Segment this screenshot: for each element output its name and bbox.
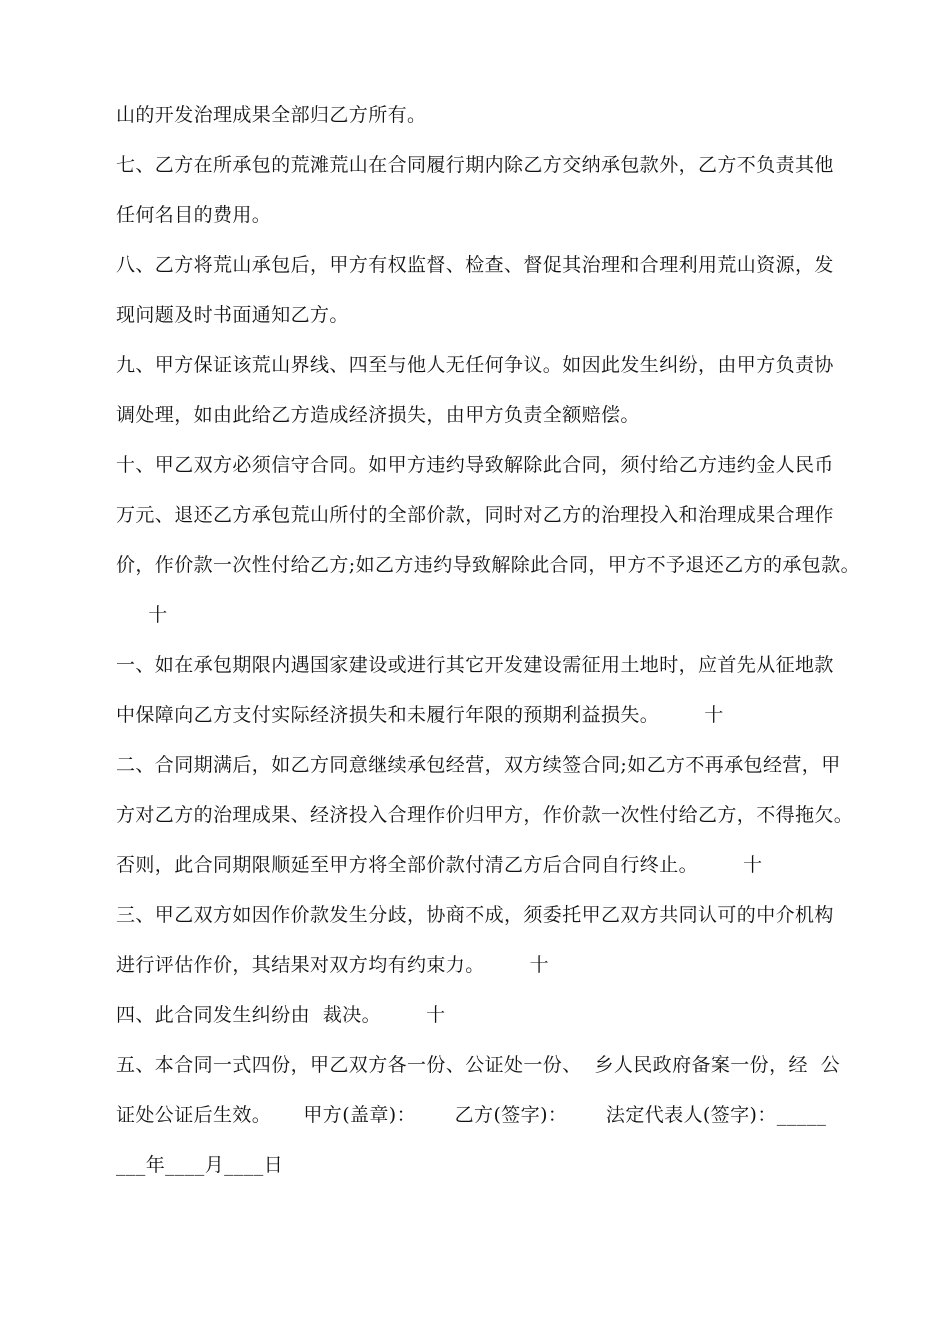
text-line: 十: [116, 604, 168, 626]
text-line: 一、如在承包期限内遇国家建设或进行其它开发建设需征用土地时，应首先从征地款: [116, 654, 834, 676]
text-line: ___年____月____日: [116, 1154, 284, 1176]
text-line: 九、甲方保证该荒山界线、四至与他人无任何争议。如因此发生纠纷，由甲方负责协: [116, 354, 834, 376]
text-line: 任何名目的费用。: [116, 204, 272, 226]
text-line: 中保障向乙方支付实际经济损失和未履行年限的预期利益损失。 十: [116, 704, 724, 726]
text-line: 证处公证后生效。 甲方(盖章)： 乙方(签字)： 法定代表人(签字)：_____: [116, 1104, 827, 1126]
text-line: 山的开发治理成果全部归乙方所有。: [116, 104, 427, 126]
text-line: 五、本合同一式四份，甲乙双方各一份、公证处一份、 乡人民政府备案一份，经 公: [116, 1054, 841, 1076]
text-line: 否则，此合同期限顺延至甲方将全部价款付清乙方后合同自行终止。 十: [116, 854, 763, 876]
text-line: 四、此合同发生纠纷由 裁决。 十: [116, 1004, 446, 1026]
text-line: 万元、退还乙方承包荒山所付的全部价款，同时对乙方的治理投入和治理成果合理作: [116, 504, 834, 526]
text-line: 八、乙方将荒山承包后，甲方有权监督、检查、督促其治理和合理利用荒山资源，发: [116, 254, 834, 276]
text-line: 二、合同期满后，如乙方同意继续承包经营，双方续签合同;如乙方不再承包经营，甲: [116, 754, 841, 776]
text-line: 调处理，如由此给乙方造成经济损失，由甲方负责全额赔偿。: [116, 404, 640, 426]
text-line: 十、甲乙双方必须信守合同。如甲方违约导致解除此合同，须付给乙方违约金人民币: [116, 454, 834, 476]
text-line: 价，作价款一次性付给乙方;如乙方违约导致解除此合同，甲方不予退还乙方的承包款。: [116, 554, 861, 576]
text-line: 方对乙方的治理成果、经济投入合理作价归甲方，作价款一次性付给乙方，不得拖欠。: [116, 804, 854, 826]
text-line: 现问题及时书面通知乙方。: [116, 304, 349, 326]
text-line: 进行评估作价，其结果对双方均有约束力。 十: [116, 954, 550, 976]
text-line: 三、甲乙双方如因作价款发生分歧，协商不成，须委托甲乙双方共同认可的中介机构: [116, 904, 834, 926]
text-line: 七、乙方在所承包的荒滩荒山在合同履行期内除乙方交纳承包款外，乙方不负责其他: [116, 154, 834, 176]
